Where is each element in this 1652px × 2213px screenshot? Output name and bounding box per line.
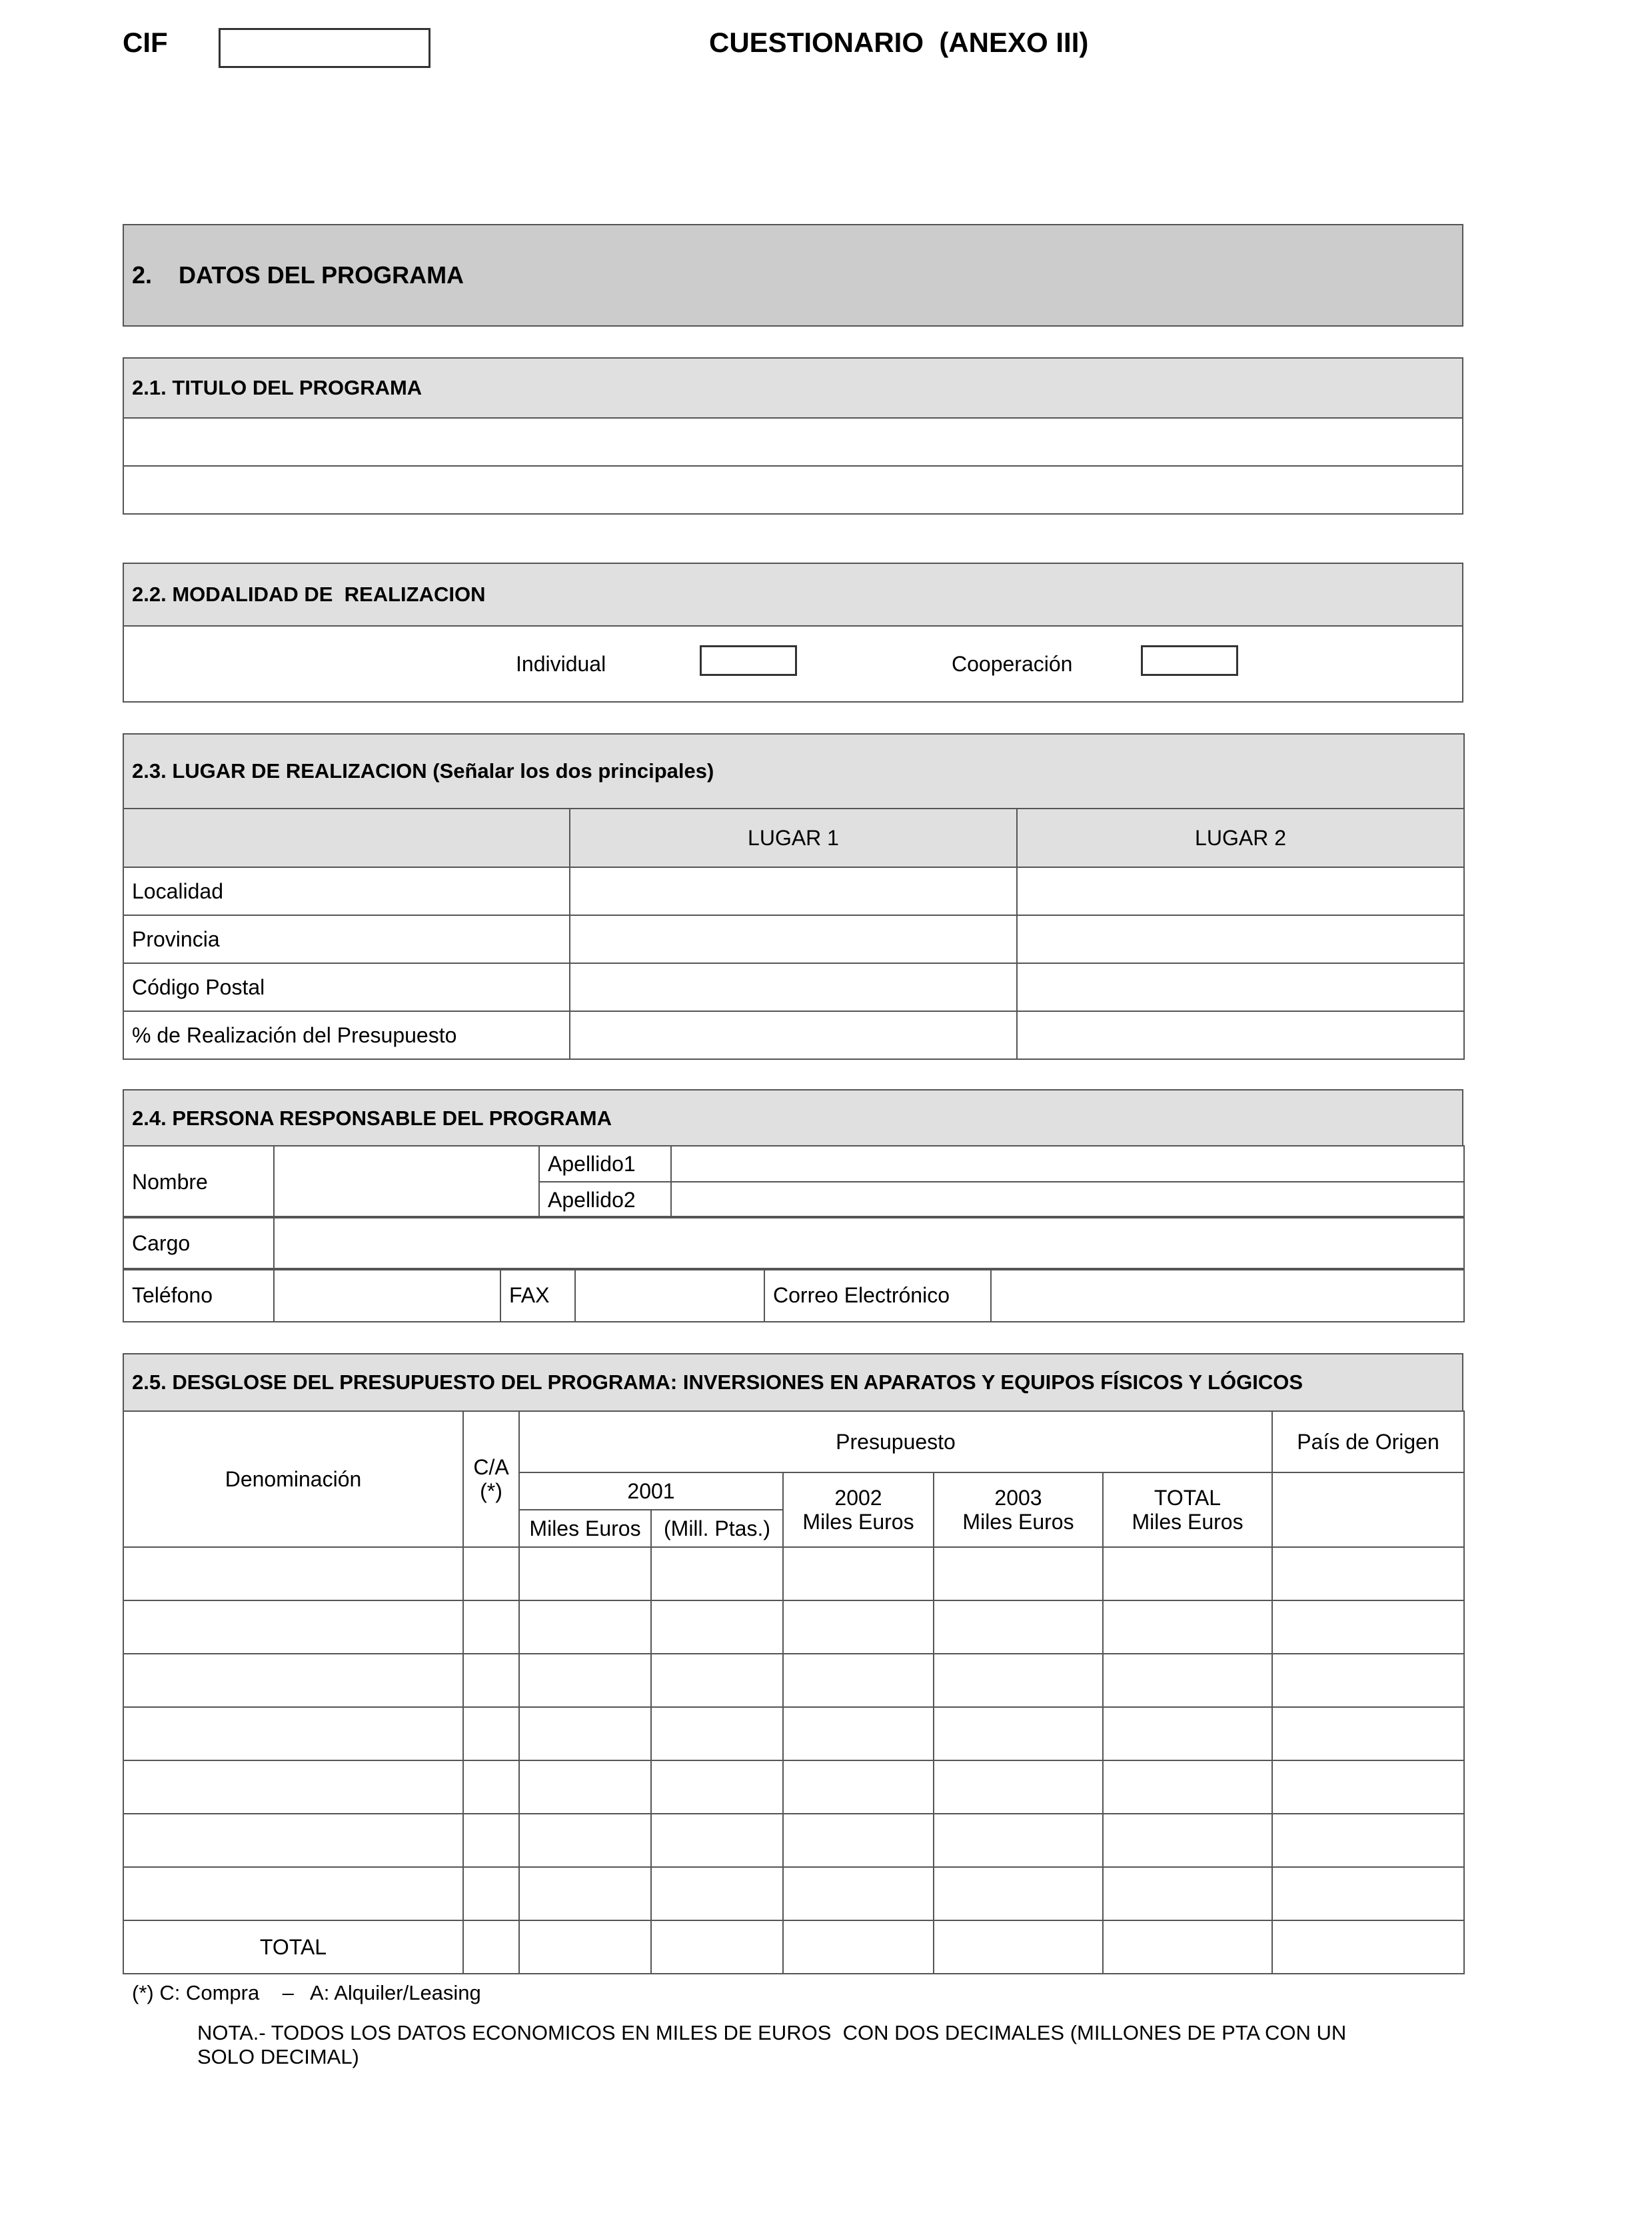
presupuesto-header: Presupuesto [519, 1411, 1272, 1472]
cell-denominacion[interactable] [123, 1814, 463, 1867]
mill-ptas-2001-header: (Mill. Ptas.) [651, 1510, 783, 1547]
lugar-corner [123, 809, 570, 867]
cell-2002[interactable] [783, 1707, 934, 1760]
localidad-lugar-1[interactable] [570, 867, 1017, 915]
cell-2001-ptas[interactable] [651, 1867, 783, 1920]
cell-2001-euros[interactable] [519, 1814, 651, 1867]
pais-origen-header: País de Origen [1272, 1411, 1464, 1472]
table-row [123, 1547, 1464, 1600]
row-label-localidad: Localidad [123, 867, 570, 915]
cell-total[interactable] [1103, 1707, 1272, 1760]
titulo-line-2[interactable] [123, 466, 1463, 514]
presupuesto-table [123, 1410, 1465, 1974]
cell-ca[interactable] [463, 1867, 519, 1920]
persona-nombre-table [123, 1145, 1465, 1218]
year-2002-label: 2002 [834, 1486, 882, 1510]
provincia-lugar-1[interactable] [570, 915, 1017, 963]
correo-label: Correo Electrónico [764, 1268, 991, 1322]
apellido1-input[interactable] [671, 1146, 1464, 1182]
cell-2003[interactable] [934, 1547, 1103, 1600]
cell-total[interactable] [1103, 1654, 1272, 1707]
total-row-2003[interactable] [934, 1920, 1103, 1974]
total-row-label: TOTAL [123, 1920, 463, 1974]
modalidad-row [123, 625, 1463, 703]
codigo-postal-lugar-2[interactable] [1017, 963, 1464, 1011]
section-2-header [123, 224, 1463, 327]
provincia-lugar-2[interactable] [1017, 915, 1464, 963]
section-2-4-title: 2.4. PERSONA RESPONSABLE DEL PROGRAMA [132, 1106, 612, 1130]
table-row [123, 1867, 1464, 1920]
cell-total[interactable] [1103, 1867, 1272, 1920]
ca-header-line1: C/A [473, 1455, 509, 1479]
cell-2001-euros[interactable] [519, 1867, 651, 1920]
year-2003-unit: Miles Euros [962, 1510, 1074, 1534]
cif-label: CIF [123, 27, 168, 58]
porcentaje-lugar-1[interactable] [570, 1011, 1017, 1059]
cell-ca[interactable] [463, 1654, 519, 1707]
localidad-lugar-2[interactable] [1017, 867, 1464, 915]
section-2-2-header [123, 563, 1463, 627]
year-2003-label: 2003 [994, 1486, 1042, 1510]
cell-2003[interactable] [934, 1707, 1103, 1760]
miles-euros-2001-header: Miles Euros [519, 1510, 651, 1547]
cell-2001-euros[interactable] [519, 1654, 651, 1707]
total-row-2001-euros[interactable] [519, 1920, 651, 1974]
nombre-input[interactable] [274, 1146, 539, 1218]
cell-denominacion[interactable] [123, 1760, 463, 1814]
cell-2001-ptas[interactable] [651, 1547, 783, 1600]
cell-2001-euros[interactable] [519, 1707, 651, 1760]
fax-label: FAX [500, 1268, 575, 1322]
section-2-5-header [123, 1353, 1463, 1412]
apellido2-input[interactable] [671, 1182, 1464, 1218]
cell-2001-ptas[interactable] [651, 1814, 783, 1867]
cell-2001-ptas[interactable] [651, 1654, 783, 1707]
year-2003-header [934, 1472, 1103, 1547]
cell-2001-ptas[interactable] [651, 1707, 783, 1760]
section-2-5-title: 2.5. DESGLOSE DEL PRESUPUESTO DEL PROGRAMA: INVERSIONES EN APARATOS Y EQUIPOS FÍSICOS Y LÓGICOS [132, 1370, 1303, 1394]
cell-2001-ptas[interactable] [651, 1600, 783, 1654]
codigo-postal-lugar-1[interactable] [570, 963, 1017, 1011]
persona-contacto-table [123, 1268, 1465, 1322]
nota-line-2: SOLO DECIMAL) [197, 2045, 359, 2068]
cell-pais[interactable] [1272, 1760, 1464, 1814]
lugar-1-header: LUGAR 1 [570, 809, 1017, 867]
cell-2002[interactable] [783, 1760, 934, 1814]
cell-total[interactable] [1103, 1600, 1272, 1654]
section-2-1-table [123, 357, 1463, 515]
year-2001-header: 2001 [519, 1472, 783, 1510]
cell-2001-euros[interactable] [519, 1547, 651, 1600]
cell-ca[interactable] [463, 1600, 519, 1654]
section-2-4-header [123, 1089, 1463, 1146]
ca-header-line2: (*) [480, 1479, 502, 1503]
telefono-input[interactable] [274, 1268, 500, 1322]
cell-denominacion[interactable] [123, 1547, 463, 1600]
apellido1-label: Apellido1 [539, 1146, 671, 1182]
apellido2-label: Apellido2 [539, 1182, 671, 1218]
cell-2001-euros[interactable] [519, 1760, 651, 1814]
total-row-2001-ptas[interactable] [651, 1920, 783, 1974]
table-row [123, 1654, 1464, 1707]
table-row [123, 1707, 1464, 1760]
cell-total[interactable] [1103, 1814, 1272, 1867]
section-2-3-table [123, 733, 1465, 1060]
denominacion-header: Denominación [123, 1411, 463, 1547]
row-label-codigo-postal: Código Postal [123, 963, 570, 1011]
row-label-provincia: Provincia [123, 915, 570, 963]
section-2-title: 2. DATOS DEL PROGRAMA [132, 261, 464, 289]
cell-2003[interactable] [934, 1814, 1103, 1867]
page-title: CUESTIONARIO (ANEXO III) [709, 27, 1089, 58]
cell-2002[interactable] [783, 1600, 934, 1654]
presupuesto-data-rows [123, 1547, 1464, 1920]
cell-denominacion[interactable] [123, 1707, 463, 1760]
cell-pais[interactable] [1272, 1547, 1464, 1600]
cell-2001-ptas[interactable] [651, 1760, 783, 1814]
cell-denominacion[interactable] [123, 1600, 463, 1654]
cargo-label: Cargo [123, 1216, 274, 1270]
table-row [123, 1760, 1464, 1814]
total-row-2002[interactable] [783, 1920, 934, 1974]
individual-label: Individual [516, 652, 606, 676]
year-2002-header [783, 1472, 934, 1547]
cell-2003[interactable] [934, 1600, 1103, 1654]
cooperacion-checkbox[interactable] [1141, 645, 1238, 676]
titulo-line-1[interactable] [123, 418, 1463, 466]
footnote-ca: (*) C: Compra – A: Alquiler/Leasing [132, 1981, 481, 2004]
pais-origen-subheader [1272, 1472, 1464, 1547]
section-2-2-title: 2.2. MODALIDAD DE REALIZACION [132, 583, 486, 606]
cell-ca[interactable] [463, 1814, 519, 1867]
total-row-pais[interactable] [1272, 1920, 1464, 1974]
cell-denominacion[interactable] [123, 1867, 463, 1920]
cooperacion-label: Cooperación [952, 652, 1073, 676]
lugar-2-header: LUGAR 2 [1017, 809, 1464, 867]
total-header-unit: Miles Euros [1132, 1510, 1243, 1534]
cell-2003[interactable] [934, 1654, 1103, 1707]
table-row [123, 1814, 1464, 1867]
section-2-1-title: 2.1. TITULO DEL PROGRAMA [123, 358, 1463, 418]
cif-input[interactable] [219, 28, 430, 68]
cell-denominacion[interactable] [123, 1654, 463, 1707]
cell-ca[interactable] [463, 1547, 519, 1600]
cell-2003[interactable] [934, 1760, 1103, 1814]
persona-cargo-table [123, 1216, 1465, 1270]
total-row-ca [463, 1920, 519, 1974]
cell-pais[interactable] [1272, 1600, 1464, 1654]
cell-pais[interactable] [1272, 1867, 1464, 1920]
table-row [123, 1600, 1464, 1654]
cell-ca[interactable] [463, 1760, 519, 1814]
telefono-label: Teléfono [123, 1268, 274, 1322]
cell-ca[interactable] [463, 1707, 519, 1760]
cell-pais[interactable] [1272, 1707, 1464, 1760]
ca-header [463, 1411, 519, 1547]
cell-2002[interactable] [783, 1867, 934, 1920]
nota-line-1: NOTA.- TODOS LOS DATOS ECONOMICOS EN MILES DE EUROS CON DOS DECIMALES (MILLONES DE PTA CON UN [197, 2021, 1347, 2044]
cell-pais[interactable] [1272, 1814, 1464, 1867]
correo-input[interactable] [991, 1268, 1464, 1322]
porcentaje-lugar-2[interactable] [1017, 1011, 1464, 1059]
cell-2002[interactable] [783, 1814, 934, 1867]
year-2002-unit: Miles Euros [802, 1510, 914, 1534]
total-header [1103, 1472, 1272, 1547]
cell-total[interactable] [1103, 1547, 1272, 1600]
cell-2002[interactable] [783, 1654, 934, 1707]
cell-2001-euros[interactable] [519, 1600, 651, 1654]
cell-2002[interactable] [783, 1547, 934, 1600]
section-2-3-title: 2.3. LUGAR DE REALIZACION (Señalar los dos principales) [123, 734, 1464, 809]
individual-checkbox[interactable] [700, 645, 797, 676]
cell-2003[interactable] [934, 1867, 1103, 1920]
cell-total[interactable] [1103, 1760, 1272, 1814]
fax-input[interactable] [575, 1268, 764, 1322]
total-header-label: TOTAL [1154, 1486, 1222, 1510]
cell-pais[interactable] [1272, 1654, 1464, 1707]
cargo-input[interactable] [274, 1216, 1464, 1270]
row-label-porcentaje: % de Realización del Presupuesto [123, 1011, 570, 1059]
nombre-label: Nombre [123, 1146, 274, 1218]
total-row-total[interactable] [1103, 1920, 1272, 1974]
